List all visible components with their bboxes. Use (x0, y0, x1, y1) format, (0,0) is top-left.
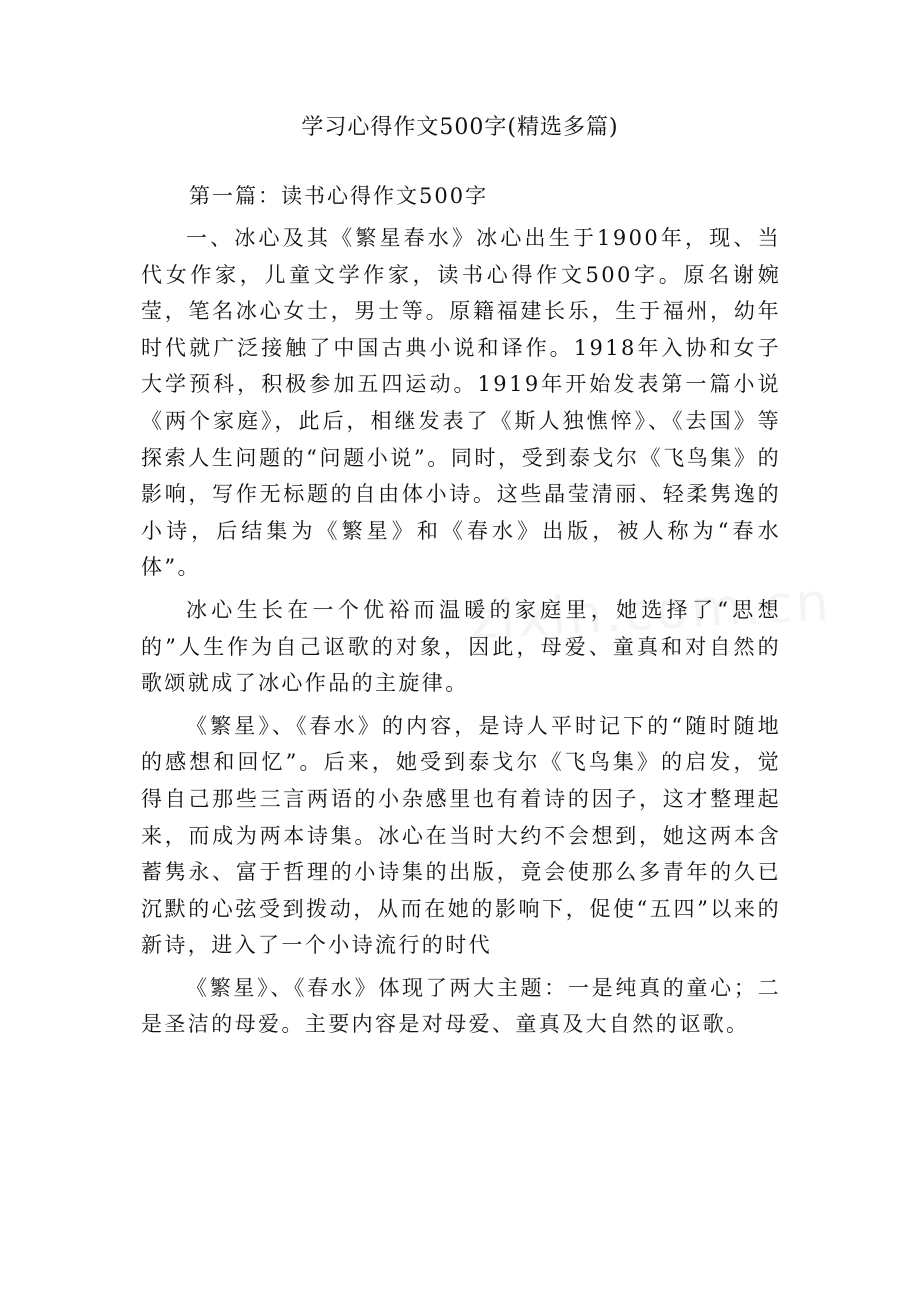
paragraph: 冰心生长在一个优裕而温暖的家庭里，她选择了“思想的”人生作为自己讴歌的对象，因此，母爱、童真和对自然的歌颂就成了冰心作品的主旋律。 (141, 597, 781, 696)
paragraph: 《繁星》、《春水》的内容，是诗人平时记下的“随时随地的感想和回忆”。后来，她受到泰戈尔《飞鸟集》的启发，觉得自己那些三言两语的小杂感里也有着诗的因子，这才整理起来，而成为两本诗集。冰心在当时大约不会想到，她这两本含蓄隽永、富于哲理的小诗集的出版，竟会使那么多青年的久已沉默的心弦受到拨动，从而在她的影响下，促使“五四”以来的新诗，进入了一个小诗流行的时代 (141, 713, 781, 958)
paragraph: 《繁星》、《春水》体现了两大主题：一是纯真的童心；二是圣洁的母爱。主要内容是对母爱、童真及大自然的讴歌。 (141, 975, 781, 1037)
section-heading: 第一篇：读书心得作文500字 (189, 184, 489, 208)
document-title: 学习心得作文500字(精选多篇) (301, 115, 619, 140)
paragraph: 一、冰心及其《繁星春水》冰心出生于1900年，现、当代女作家，儿童文学作家，读书心得作文500字。原名谢婉莹，笔名冰心女士，男士等。原籍福建长乐，生于福州，幼年时代就广泛接触了中国古典小说和译作。1918年入协和女子大学预科，积极参加五四运动。1919年开始发表第一篇小说《两个家庭》，此后，相继发表了《斯人独憔悴》、《去国》等探索人生问题的“问题小说”。同时，受到泰戈尔《飞鸟集》的影响，写作无标题的自由体小诗。这些晶莹清丽、轻柔隽逸的小诗，后结集为《繁星》和《春水》出版，被人称为“春水体”。 (141, 226, 781, 580)
document-body (141, 178, 781, 1043)
